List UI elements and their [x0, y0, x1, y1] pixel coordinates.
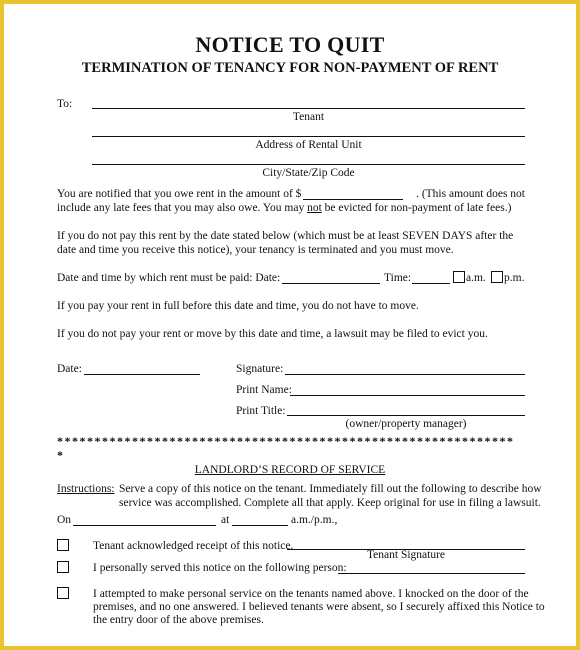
option-receipt-checkbox[interactable] — [57, 539, 69, 551]
owe-text: You are notified that you owe rent in the amount of $ — [57, 188, 302, 200]
option-personal-checkbox[interactable] — [57, 561, 69, 573]
option-posted-line-3: the entry door of the above premises. — [93, 614, 264, 626]
rental-address-field[interactable] — [92, 136, 525, 137]
form-subtitle: TERMINATION OF TENANCY FOR NON-PAYMENT OF RENT — [81, 60, 499, 76]
at-label: at — [221, 514, 230, 526]
print-name-label: Print Name: — [236, 384, 292, 396]
instructions-line-2: service was accomplished. Complete all that apply. Keep original for use in filing a lawsuit. — [119, 497, 541, 509]
pm-checkbox[interactable] — [491, 271, 503, 283]
signature-label: Signature: — [236, 363, 284, 375]
date-label: Date: — [57, 363, 82, 375]
option-posted-line-1: I attempted to make personal service on the tenants named above. I knocked on the door of the — [93, 588, 529, 600]
am-label: a.m. — [466, 272, 486, 284]
separator-stars: ************************************************************* — [57, 434, 515, 448]
pay-para-line-1: If you do not pay this rent by the date stated below (which must be at least SEVEN DAYS after the — [57, 230, 514, 242]
form-title: NOTICE TO QUIT — [195, 32, 385, 57]
owe-line-2 — [57, 201, 511, 215]
pay-para-line-2: date and time you receive this notice), your tenancy is terminated and you must move. — [57, 244, 454, 256]
full-pay-text: If you pay your rent in full before this date and time, you do not have to move. — [57, 300, 419, 312]
owe-line-1 — [57, 187, 301, 201]
rent-amount-field[interactable] — [303, 199, 403, 200]
tenant-caption: Tenant — [292, 111, 325, 123]
service-heading — [0, 463, 580, 477]
service-heading-text: LANDLORD’S RECORD OF SERVICE — [194, 464, 386, 476]
city-state-zip-field[interactable] — [92, 164, 525, 165]
instructions-line-1: Serve a copy of this notice on the tenant. Immediately fill out the following to describe how — [119, 483, 542, 495]
owe-line-2a: include any late fees that you may also owe. You may — [57, 202, 308, 214]
on-label: On — [57, 514, 72, 526]
option-personal-text: I personally served this notice on the following person: — [93, 562, 347, 574]
tenant-signature-caption: Tenant Signature — [366, 549, 446, 561]
am-checkbox[interactable] — [453, 271, 465, 283]
option-receipt-text: Tenant acknowledged receipt of this notice. — [93, 540, 294, 552]
print-name-field[interactable] — [290, 395, 525, 396]
owner-caption: (owner/property manager) — [345, 418, 467, 430]
lawsuit-text: If you do not pay your rent or move by this date and time, a lawsuit may be filed to evict you. — [57, 328, 488, 340]
deadline-time-field[interactable] — [412, 283, 450, 284]
separator-tail: * — [57, 448, 65, 462]
time-label: Time: — [384, 272, 412, 284]
notice-date-field[interactable] — [84, 374, 200, 375]
service-time-field[interactable] — [232, 525, 288, 526]
served-person-field[interactable] — [338, 573, 525, 574]
option-posted-line-2: premises, and no one answered. I believed tenants were absent, so I securely affixed this Notice to — [93, 601, 545, 613]
instructions-label: Instructions: — [57, 483, 115, 495]
tenant-name-field[interactable] — [92, 108, 525, 109]
print-title-label: Print Title: — [236, 405, 286, 417]
owe-line-1-end: . (This amount does not — [416, 188, 525, 200]
pm-label: p.m. — [504, 272, 525, 284]
city-caption: City/State/Zip Code — [262, 167, 355, 179]
deadline-label: Date and time by which rent must be paid: Date: — [57, 272, 281, 284]
deadline-date-field[interactable] — [282, 283, 380, 284]
ampm-label: a.m./p.m., — [291, 514, 338, 526]
address-caption: Address of Rental Unit — [255, 139, 362, 151]
option-posted-checkbox[interactable] — [57, 587, 69, 599]
owe-line-2b: be evicted for non-payment of late fees.) — [321, 202, 512, 214]
signature-field[interactable] — [285, 374, 525, 375]
print-title-field[interactable] — [287, 415, 525, 416]
service-date-field[interactable] — [73, 525, 216, 526]
not-emphasis: not — [307, 202, 322, 214]
to-label: To: — [57, 98, 73, 110]
